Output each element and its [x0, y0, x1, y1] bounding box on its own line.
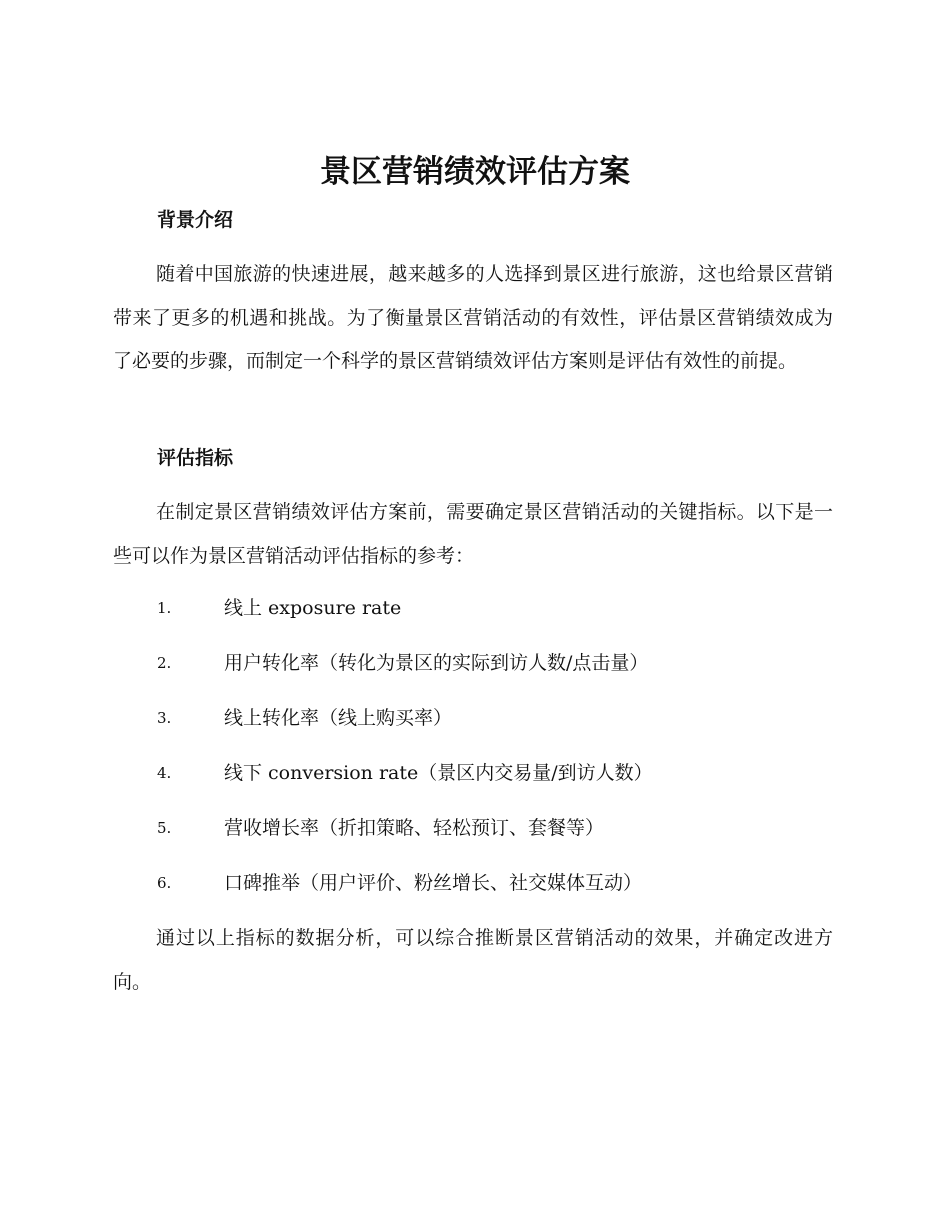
- list-item-number: 6.: [157, 874, 172, 892]
- list-item-number: 1.: [157, 599, 172, 617]
- list-item-text: 用户转化率（转化为景区的实际到访人数/点击量）: [224, 652, 649, 674]
- list-item-number: 2.: [157, 654, 172, 672]
- conclusion-paragraph: 通过以上指标的数据分析，可以综合推断景区营销活动的效果，并确定改进方向。: [113, 927, 833, 993]
- list-item-number: 4.: [157, 764, 172, 782]
- list-item-number: 5.: [157, 819, 172, 837]
- section-heading-background: 背景介绍: [157, 209, 234, 231]
- indicators-paragraph: 在制定景区营销绩效评估方案前，需要确定景区营销活动的关键指标。以下是一些可以作为景区营销活动评估指标的参考：: [113, 501, 833, 567]
- list-item-number: 3.: [157, 709, 172, 727]
- document-title: 景区营销绩效评估方案: [320, 154, 630, 190]
- list-item-text: 营收增长率（折扣策略、轻松预订、套餐等）: [224, 817, 605, 839]
- list-item-text: 线上 exposure rate: [224, 597, 402, 619]
- list-item-text: 线上转化率（线上购买率）: [224, 707, 453, 729]
- section-heading-indicators: 评估指标: [157, 447, 234, 469]
- list-item-text: 口碑推举（用户评价、粉丝增长、社交媒体互动）: [224, 872, 643, 894]
- background-paragraph: 随着中国旅游的快速进展，越来越多的人选择到景区进行旅游，这也给景区营销带来了更多的机遇和挑战。为了衡量景区营销活动的有效性，评估景区营销绩效成为了必要的步骤，而制定一个科学的景区营销绩效评估方案则是评估有效性的前提。: [113, 263, 833, 372]
- list-item-text: 线下 conversion rate（景区内交易量/到访人数）: [224, 762, 653, 784]
